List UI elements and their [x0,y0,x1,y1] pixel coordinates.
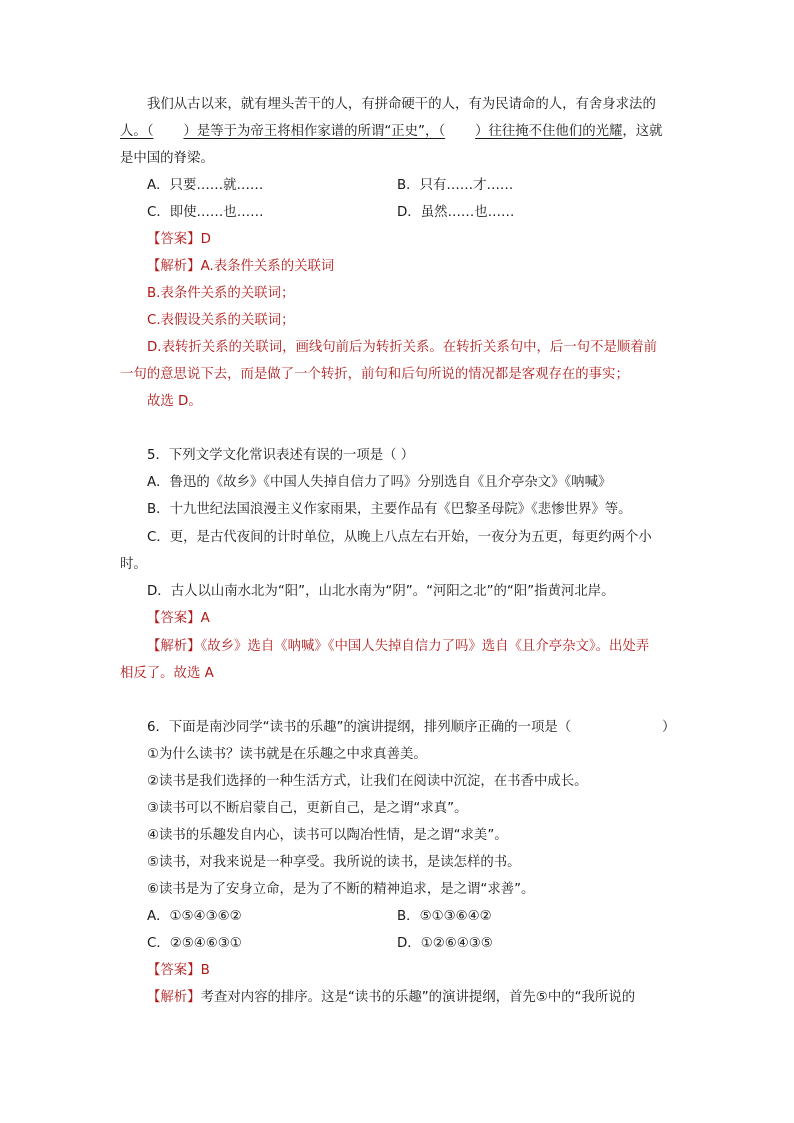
q4-analysis-line5: 一句的意思说下去，而是做了一个转折，前句和后句所说的情况都是客观存在的事实； [120,367,629,382]
q4-analysis-line6: 故选 D。 [147,394,202,409]
q6-item-2: ②读书是我们选择的一种生活方式，让我们在阅读中沉淀，在书香中成长。 [147,774,588,789]
q4-answer-label: 【答案】 [147,232,201,247]
q4-stem-line3: 是中国的脊梁。 [120,151,214,166]
q5-option-a: A．鲁迅的《故乡》《中国人失掉自信力了吗》分别选自《且介亭杂文》《呐喊》 [147,475,612,490]
q4-option-d: D．虽然……也…… [397,205,515,220]
q6-option-a: A．①⑤④③⑥② [147,909,242,924]
q6-analysis-label: 【解析】 [147,990,201,1005]
q5-option-c-line1: C．更，是古代夜间的计时单位，从晚上八点左右开始，一夜分为五更，每更约两个小 [147,530,652,545]
q6-analysis-line1 [147,988,635,1008]
q6-analysis-text1: 考查对内容的排序。这是“读书的乐趣”的演讲提纲，首先⑤中的“我所说的 [200,990,636,1005]
q5-analysis-line2: 相反了。故选 A [120,666,214,681]
q5-analysis-text1: 《故乡》选自《呐喊》《中国人失掉自信力了吗》选自《且介亭杂文》。出处弄 [200,639,650,654]
q6-answer [147,961,210,981]
q4-analysis-line4: D.表转折关系的关联词，画线句前后为转折关系。在转折关系句中，后一句不是顺着前 [147,340,658,355]
q6-item-3: ③读书可以不断启蒙自己，更新自己，是之谓“求真”。 [147,801,468,816]
q6-answer-label: 【答案】 [147,963,201,978]
q4-stem-part-d: ，这就 [622,124,663,139]
q4-stem-part-a: 人。（ [120,124,154,139]
q6-option-b: B．⑤①③⑥④② [397,909,492,924]
q4-answer-value: D [200,232,211,247]
q5-analysis-line1 [147,637,649,657]
q5-option-c-line2: 时。 [120,557,147,572]
q5-option-d: D．古人以山南水北为“阳”，山北水南为“阴”。“河阳之北”的“阳”指黄河北岸。 [147,584,615,599]
q4-option-a: A．只要……就…… [147,178,264,193]
q6-item-6: ⑥读书是为了安身立命，是为了不断的精神追求，是之谓“求善”。 [147,882,535,897]
q4-option-c: C．即使……也…… [147,205,264,220]
q4-stem-part-c: ）往往掩不住他们的光耀 [475,124,623,139]
q4-stem-line2 [120,122,663,142]
q4-analysis-text1: A.表条件关系的关联词 [200,259,335,274]
q6-option-d: D．①②⑥④③⑤ [397,936,493,951]
q4-stem-part-b: ）是等于为帝王将相作家谱的所谓“正史”，（ [183,124,446,139]
q4-analysis-line2: B.表条件关系的关联词； [147,286,295,301]
q6-stem-close: ） [662,720,676,735]
q4-stem-underlined [120,124,622,139]
q5-answer [147,609,210,629]
q5-answer-label: 【答案】 [147,611,201,626]
q4-analysis-line3: C.表假设关系的关联词； [147,313,295,328]
q5-answer-value: A [200,611,210,626]
q4-option-b: B．只有……才…… [397,178,514,193]
q6-item-4: ④读书的乐趣发自内心，读书可以陶冶性情，是之谓“求美”。 [147,828,508,843]
q5-analysis-label: 【解析】 [147,639,201,654]
q4-stem-line1: 我们从古以来，就有埋头苦干的人，有拼命硬干的人，有为民请命的人，有舍身求法的 [147,97,656,112]
q4-analysis-line1 [147,257,334,277]
q6-item-1: ①为什么读书？读书就是在乐趣之中求真善美。 [147,747,427,762]
q5-option-b: B．十九世纪法国浪漫主义作家雨果，主要作品有《巴黎圣母院》《悲惨世界》等。 [147,502,632,517]
q6-item-5: ⑤读书，对我来说是一种享受。我所说的读书，是读怎样的书。 [147,855,521,870]
q4-answer [147,230,211,250]
q6-stem: 6．下面是南沙同学“读书的乐趣”的演讲提纲，排列顺序正确的一项是（ [147,720,572,735]
q4-analysis-label: 【解析】 [147,259,201,274]
q5-stem: 5．下列文学文化常识表述有误的一项是（ ） [147,448,415,463]
q6-answer-value: B [200,963,210,978]
q6-option-c: C．②⑤④⑥③① [147,936,242,951]
